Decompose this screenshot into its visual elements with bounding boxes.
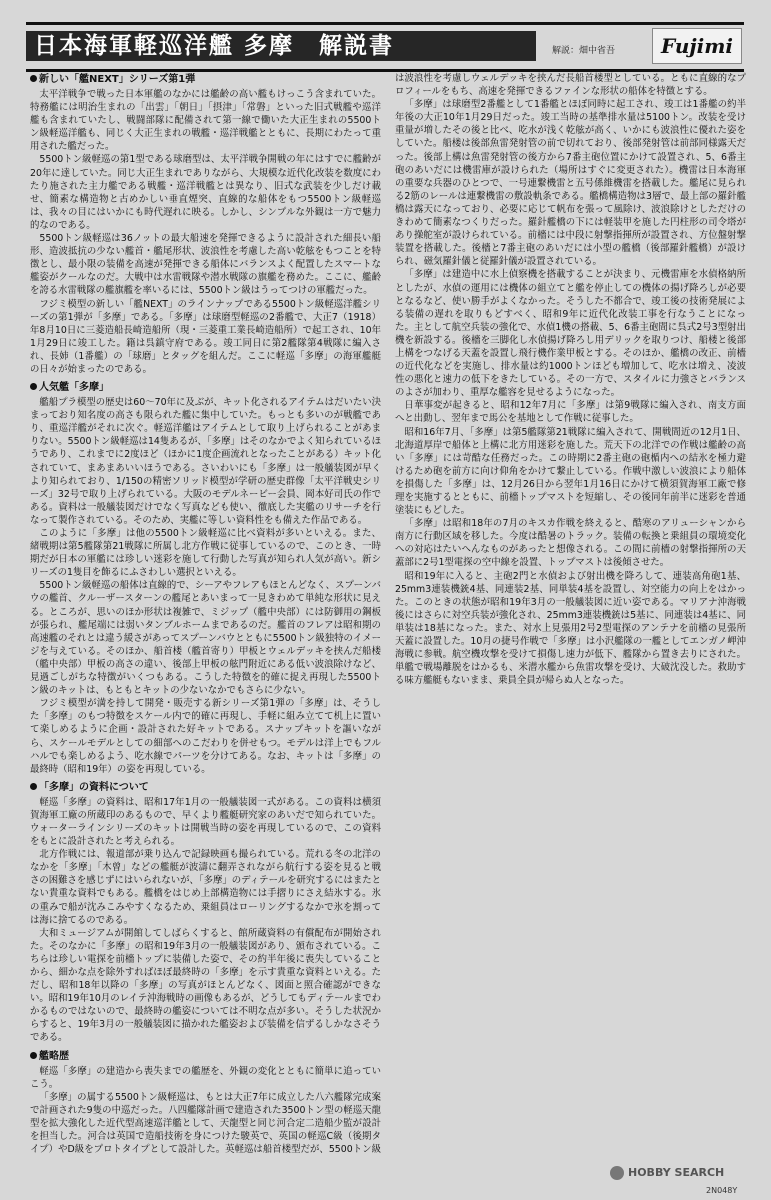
- paragraph: フジミ模型の新しい「艦NEXT」のラインナップである5500トン級軽巡洋艦シリーズの第1弾が「多摩」である。「多摩」は球磨型軽巡の2番艦で、大正7（1918）年8月10日に三菱造船長崎造船所（現・三菱重工業長崎造船所）で起工され、10年1月29日に竣工した。籍は呉鎮守府である。竣工同日に第2艦隊第4戦隊に編入され、長姉（1番艦）の「球磨」とタッグを組んだ。ここに軽巡「多摩」の海軍艦艇の日々が始まったのである。: [30, 298, 381, 375]
- paragraph: 5500トン級軽巡の船体は直線的で、シーアやフレアもほとんどなく、スプーンバウの艦首、クルーザースターンの艦尾とあいまって一見きわめて単純な形状に見える。ところが、思いのほか形状は複雑で、ミジップ（艦中央部）には防御用の鋼板が張られ、艦尾端には弱いタンブルホームまであるのだ。艦首のフレアは昭和期の高速艦のそれとは違う緩さがあってスプーンバウとともに5500トン級独特のイメージを与えている。そのほか、船首楼（艦首寄り）甲板とウェルデッキを挟んだ船楼（艦中央部）甲板の高さの違い、後部上甲板の舷門附近にある低い波浪除けなど、見過ごしがちな特徴がいくつもある。こうした特徴を的確に捉え再現した5500トン級のキットは、もともとキットの少ないなかでもさらに少ない。: [30, 580, 381, 697]
- section-heading: 艦略歴: [30, 1049, 381, 1064]
- section-heading: 新しい「艦NEXT」シリーズ第1弾: [30, 72, 381, 87]
- bullet-icon: [30, 75, 37, 82]
- paragraph: 軽巡「多摩」の資料は、昭和17年1月の一般艤装図一式がある。この資料は横須賀海軍工廠の所蔵印のあるもので、早くより艦艇研究家のあいだで知られていた。ウォーターラインシリーズのキットは開戦当時の姿を再現しているので、この資料をもとに設計されたと考えられる。: [30, 796, 381, 848]
- paragraph: 軽巡「多摩」の建造から喪失までの艦歴を、外観の変化とともに簡単に追っていこう。: [30, 1065, 381, 1090]
- paragraph: 日華事変が起きると、昭和12年7月に「多摩」は第9戦隊に編入され、南支方面へと出動し、翌年まで馬公を基地として作戦に従事した。: [395, 400, 746, 425]
- paragraph: 「多摩」は球磨型2番艦として1番艦とほぼ同時に起工され、竣工は1番艦の約半年後の大正10年1月29日だった。竣工当時の基準排水量は5100トン。改装を受け重量が増したその後と比べ、吃水が浅く乾舷が高く、いかにも波浪性に優れた姿をしていた。船楼は後部魚雷発射管の前で切れており、後部発射管は前部同様露天だった。後部上構は魚雷発射管の後方から7番主砲位置にかけて設置され、5、6番主砲のあいだには機雷庫が設けられた（場所はすぐに変更された）。機雷は日本海軍の重要な兵器のひとつで、一号連繋機雷と五号係維機雷を搭載した。艦尾に見られる2筋のレールは連繋機雷の敷設軌条である。艦橋構造物は3層で、最上部の羅針艦橋は露天になっており、必要に応じて帆布を張って風除け、波浪除けとしただけのきわめて簡素なつくりだった。羅針艦橋の下には軽装甲を施した円柱形の司令塔があり操舵室が設けられている。前檣には中段に射撃指揮所が設置され、方位盤射撃装置を搭載した。後檣と7番主砲のあいだには小型の艦橋（後部羅針艦橋）が設けられ、磁気羅針儀と従羅針儀が設置されている。: [395, 99, 746, 268]
- article-body: [30, 72, 746, 1172]
- section-heading: 人気艦「多摩」: [30, 380, 381, 395]
- fujimi-logo: Fujimi: [652, 28, 742, 64]
- paragraph: 「多摩」は昭和18年の7月のキスカ作戦を終えると、酷寒のアリューシャンから南方に行動区域を移した。今度は酷暑のトラック。装備の転換と乗組員の環境変化への対応はたいへんなものがあったと想像される。この間に前檣の射撃指揮所の天蓋部に2号1型電探の空中線を設置、トップマストは後傾させた。: [395, 518, 746, 569]
- paragraph: 大和ミュージアムが開館してしばらくすると、館所蔵資料の有償配布が開始された。そのなかに「多摩」の昭和19年3月の一般艤装図があり、頒布されている。こちらは珍しい電探を前檣トップに装備した姿で、その約半年後に喪失していることから、細かな点を除外すればほぼ最終時の「多摩」を示す貴重な資料といえる。ただし、昭和18年以降の「多摩」の写真がほとんどなく、図面と照合確認ができない。昭和19年10月のレイテ沖海戦時の画像もあるが、どうしてもディテールまでわかるものではないので、最終時の艦姿については不明な点が多い。そうした状況からすると、19年3月の一般艤装図に描かれた艦姿および装備を信ずるしかなさそうである。: [30, 927, 381, 1044]
- watermark-logo-icon: [610, 1166, 624, 1180]
- paragraph: 「多摩」の属する5500トン級軽巡は、もとは大正7年に成立した八六艦隊完成案で計画された9隻の中巡だった。八四艦隊計画で建造された3500トン型の軽巡天龍型を拡大強化した近代型高速巡洋艦として、天龍型と同じ河合定二造船少監が設計を担当した。河合は英国で造船技術を身につけた駿英で、英国の軽巡C級（後期タイプ）やD級をプロトタイプとして設計した。英軽巡は船首楼型だが、5500トン級は波浪性を考慮しウェルデッキを挟んだ長船首楼型としている。ともに直線的なプロフィールをもち、高速を発揮できるファインな形状の船体を特徴とする。: [30, 73, 746, 1156]
- paragraph: 5500トン級軽巡は36ノットの最大船速を発揮できるように設計された細長い船形、造波抵抗の少ない艦首・艦尾形状、波浪性を考慮した高い乾舷をもつことを特徴とし、最小限の装備を高速が発揮できる船体にバランスよく配置したスマートな艦姿がクールなのだ。大戦中は水雷戦隊や潜水戦隊の旗艦を務めた。ここに、艦齢を誇る水雷戦隊の艦旗艦を率いるには、5500トン級はうってつけの軍艦だった。: [30, 233, 381, 297]
- header: [26, 22, 744, 72]
- watermark: HOBBY SEARCH: [610, 1162, 760, 1184]
- section-heading: 「多摩」の資料について: [30, 780, 381, 795]
- page-title: 日本海軍軽巡洋艦 多摩 解説書: [26, 31, 536, 61]
- paragraph: 昭和16年7月、「多摩」は第5艦隊第21戦隊に編入されて、開戦間近の12月1日、北海道厚岸で船体と上構に北方用迷彩を施した。荒天下の北洋での作戦は艦齢の高い「多摩」には苛酷な任務だった。この時期に2番主砲の砲楯内への結氷を極力避けるため砲を前方に向け仰角をかけて繋止している。作戦中激しい波浪により船体を損傷した「多摩」は、12月26日から翌年1月16日にかけて横須賀海軍工廠で修理を実施するとともに、前檣トップマストを短縮し、その後同年前半に迷彩を普通塗装にもどした。: [395, 426, 746, 517]
- product-code: 2N048Y: [706, 1186, 738, 1195]
- paragraph: 昭和19年に入ると、主砲2門と水偵および射出機を降ろして、連装高角砲1基、25mm3連装機銃4基、同連装2基、同単装4基を設置し、対空能力の向上をはかった。このときの状態が昭和19年3月の一般艤装図に近い姿である。マリアナ沖海戦後にはさらに対空兵装が強化され、25mm3連装機銃は5基に、同連装は4基に、同単装は18基になった。また、対水上見張用2号2型電探のアンテナを前檣の見張所天蓋に設置した。10月の捷号作戦で「多摩」は小沢艦隊の一艦としてエンガノ岬沖海戦に参戦。航空機攻撃を受けて損傷し速力が低下、艦隊から置き去りにされた。単艦で戦場離脱をはかるも、米潜水艦から魚雷攻撃を受け、大破沈没した。救助する味方艦艇もないまま、乗員全員が帰らぬ人となった。: [395, 570, 746, 687]
- paragraph: 艦船プラ模型の歴史は60〜70年に及ぶが、キット化されるアイテムはだいたい決まっており知名度の高さも限られた艦に集中していた。もっとも多いのが戦艦であり、重巡洋艦がそれに次ぐ。軽巡洋艦はアイテムとして取り上げられることがあまりない。5500トン級軽巡は14隻あるが、「多摩」はそのなかでよく知られているほうであり、これまでに2度ほど（ほかに1度企画流れとなったことがある）キット化されていて、まあまあいいほうである。さいわいにも「多摩」は一般艤装図が早くより知られており、1/150の精密ソリッド模型が学研の歴史群像「太平洋戦史シリーズ」32号で取り上げられている。大阪のモデルネービー会員、岡本好司氏の作である。資料は一般艤装図だけでなく写真なども使い、徹底した実艦のリサーチを行なって製作されている。そのため、実艦に等しい資料性をも備えた作品である。: [30, 397, 381, 526]
- paragraph: フジミ模型が満を持して開発・販売する新シリーズ第1弾の「多摩」は、そうした「多摩」のもつ特徴をスケール内で的確に再現し、手軽に組み立てて机上に置いて楽しめるように企画・設計された好キットである。スナップキットを謳いながら、スケールモデルとしての細部へのこだわりを併せもつ。モデルは洋上でもフルハルでも楽しめるよう、吃水線でパーツを分けてある。なお、キットは「多摩」の最終時（昭和19年）の姿を再現している。: [30, 698, 381, 775]
- author-credit: 解説：畑中省吾: [552, 46, 616, 56]
- bullet-icon: [30, 1052, 37, 1059]
- paragraph: 5500トン級軽巡の第1型である球磨型は、太平洋戦争開戦の年にはすでに艦齢が20年に達していた。同じ大正生まれでありながら、大規模な近代化改装を数度にわたり施された主力艦である戦艦・巡洋戦艦とは異なり、旧式な武装を少しだけ載せ、簡素な構造物と古めかしい垂直煙突、直線的な船体をもつ5500トン級軽巡は、我々の目にはいかにも時代遅れに映る。しかし、シンプルな外観は一方で魅力的なのである。: [30, 154, 381, 231]
- paragraph: 北方作戦には、報道部が乗り込んで記録映画も撮られている。荒れる冬の北洋のなかを「多摩」「木曾」などの艦艇が波濤に翻弄されながら航行する姿を見ると戦さの困難さを感じずにはいられないが、「多摩」のディテールを研究するにはまたとない貴重な資料でもある。艦橋をはじめ上部構造物には手摺りにさえ結氷する。氷の重みで船が沈みこみやすくなるため、乗組員はローリングするなかで氷を割っては海に捨てるのである。: [30, 849, 381, 926]
- bullet-icon: [30, 783, 37, 790]
- bullet-icon: [30, 383, 37, 390]
- paragraph: 太平洋戦争で戦った日本軍艦のなかには艦齢の高い艦もけっこう含まれていた。特務艦には明治生まれの「出雲」「朝日」「摂津」「常磐」といった旧式戦艦や巡洋艦も含まれていたし、戦闘部隊に配備されて第一線で働いた大正生まれの5500トン級軽巡洋艦も、同じく大正生まれの戦艦・巡洋戦艦とともに、長期にわたって重用された艦だった。: [30, 89, 381, 153]
- paragraph: このように「多摩」は他の5500トン級軽巡に比べ資料が多いといえる。また、緒戦期は第5艦隊第21戦隊に所属し北方作戦に従事しているので、このとき、一時期だが日本の軍艦には珍しい迷彩を施して行動した写真が知られ人気が高い。新シリーズの1隻目を飾るにふさわしい選択といえる。: [30, 528, 381, 579]
- paragraph: 「多摩」は建造中に水上偵察機を搭載することが決まり、元機雷庫を水偵格納所としたが、水偵の運用には機体の組立てと艦を停止しての機体の揚げ降ろしが必要となるなど、使い勝手がよくなかった。そうした不都合で、竣工後の技術発展による装備の遅れを取りもどすべく、昭和9年に近代化改装工事を行なうことになった。主として航空兵装の強化で、水偵1機の搭載、5、6番主砲間に呉式2号3型射出機を新設する。後檣を三脚化し水偵揚げ降ろし用デリックを取りつけ、船楼と後部上構をつなげる天蓋を設置し飛行機作業甲板とする。そのほか、艦橋の改正、前檣の近代化などを実施し、排水量は約1000トンほども増加して、吃水は増え、凌波性の悪化と速力の低下をきたしている。その一方で、スタイルに力強さとバランスのよさが加わり、重厚な艦容を見せるようになった。: [395, 269, 746, 399]
